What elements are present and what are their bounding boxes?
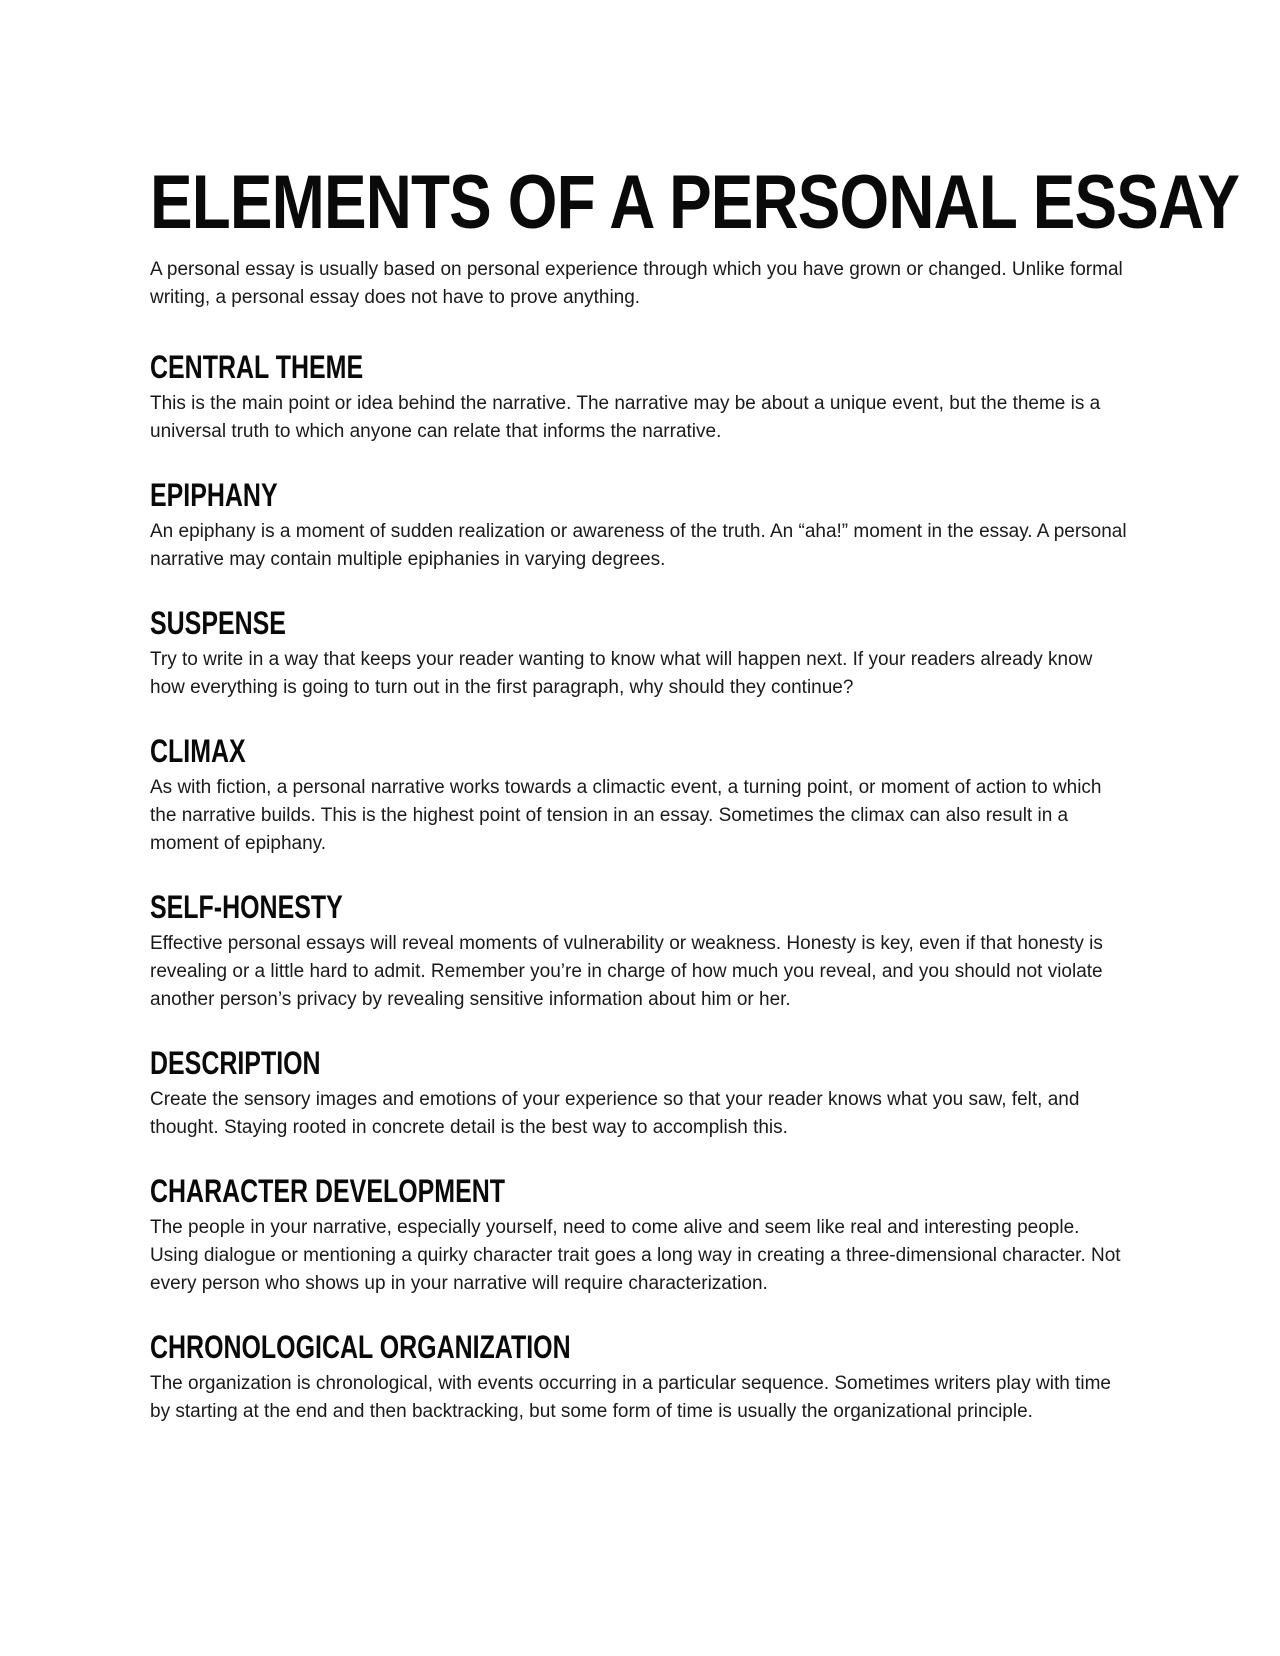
section-character-development [150, 1172, 1130, 1298]
section-suspense [150, 604, 1130, 702]
section-chronological-organization [150, 1328, 1130, 1426]
section-heading: CLIMAX [150, 733, 246, 769]
section-heading: SUSPENSE [150, 605, 286, 641]
section-self-honesty [150, 888, 1130, 1014]
section-body: Try to write in a way that keeps your reader wanting to know what will happen next. If your readers already know how everything is going to turn out in the first paragraph, why should they continue? [150, 649, 1093, 698]
section-body: Effective personal essays will reveal moments of vulnerability or weakness. Honesty is key, even if that honesty is revealing or a little hard to admit. Remember you’re in charge of how much you reveal, and you should not violate another person’s privacy by revealing sensitive information about him or her. [150, 933, 1103, 1010]
section-epiphany [150, 476, 1130, 574]
section-body: The organization is chronological, with events occurring in a particular sequence. Sometimes writers play with time by starting at the end and then backtracking, but some form of time is usually the organizational principle. [150, 1373, 1111, 1422]
section-body: An epiphany is a moment of sudden realization or awareness of the truth. An “aha!” moment in the essay. A personal narrative may contain multiple epiphanies in varying degrees. [150, 521, 1127, 570]
section-heading: EPIPHANY [150, 477, 278, 513]
section-heading: CHRONOLOGICAL ORGANIZATION [150, 1329, 571, 1365]
section-description [150, 1044, 1130, 1142]
section-body: The people in your narrative, especially yourself, need to come alive and seem like real and interesting people. Using dialogue or mentioning a quirky character trait goes a long way in creating a three-dimensional character. Not every person who shows up in your narrative will require characterization. [150, 1217, 1121, 1294]
section-heading: CHARACTER DEVELOPMENT [150, 1173, 505, 1209]
page-title: ELEMENTS OF A PERSONAL ESSAY [150, 160, 1240, 245]
section-climax [150, 732, 1130, 858]
section-body: Create the sensory images and emotions of your experience so that your reader knows what you saw, felt, and thought. Staying rooted in concrete detail is the best way to accomplish this. [150, 1089, 1080, 1138]
section-central-theme [150, 348, 1130, 446]
section-body: As with fiction, a personal narrative works towards a climactic event, a turning point, or moment of action to which the narrative builds. This is the highest point of tension in an essay. Sometimes the climax can also result in a moment of epiphany. [150, 777, 1102, 854]
section-heading: DESCRIPTION [150, 1045, 321, 1081]
section-heading: SELF-HONESTY [150, 889, 343, 925]
intro-paragraph: A personal essay is usually based on personal experience through which you have grown or changed. Unlike formal writing, a personal essay does not have to prove anything. [150, 259, 1123, 308]
section-body: This is the main point or idea behind the narrative. The narrative may be about a unique event, but the theme is a universal truth to which anyone can relate that informs the narrative. [150, 393, 1101, 442]
section-heading: CENTRAL THEME [150, 349, 364, 385]
document-page [150, 160, 1240, 1456]
